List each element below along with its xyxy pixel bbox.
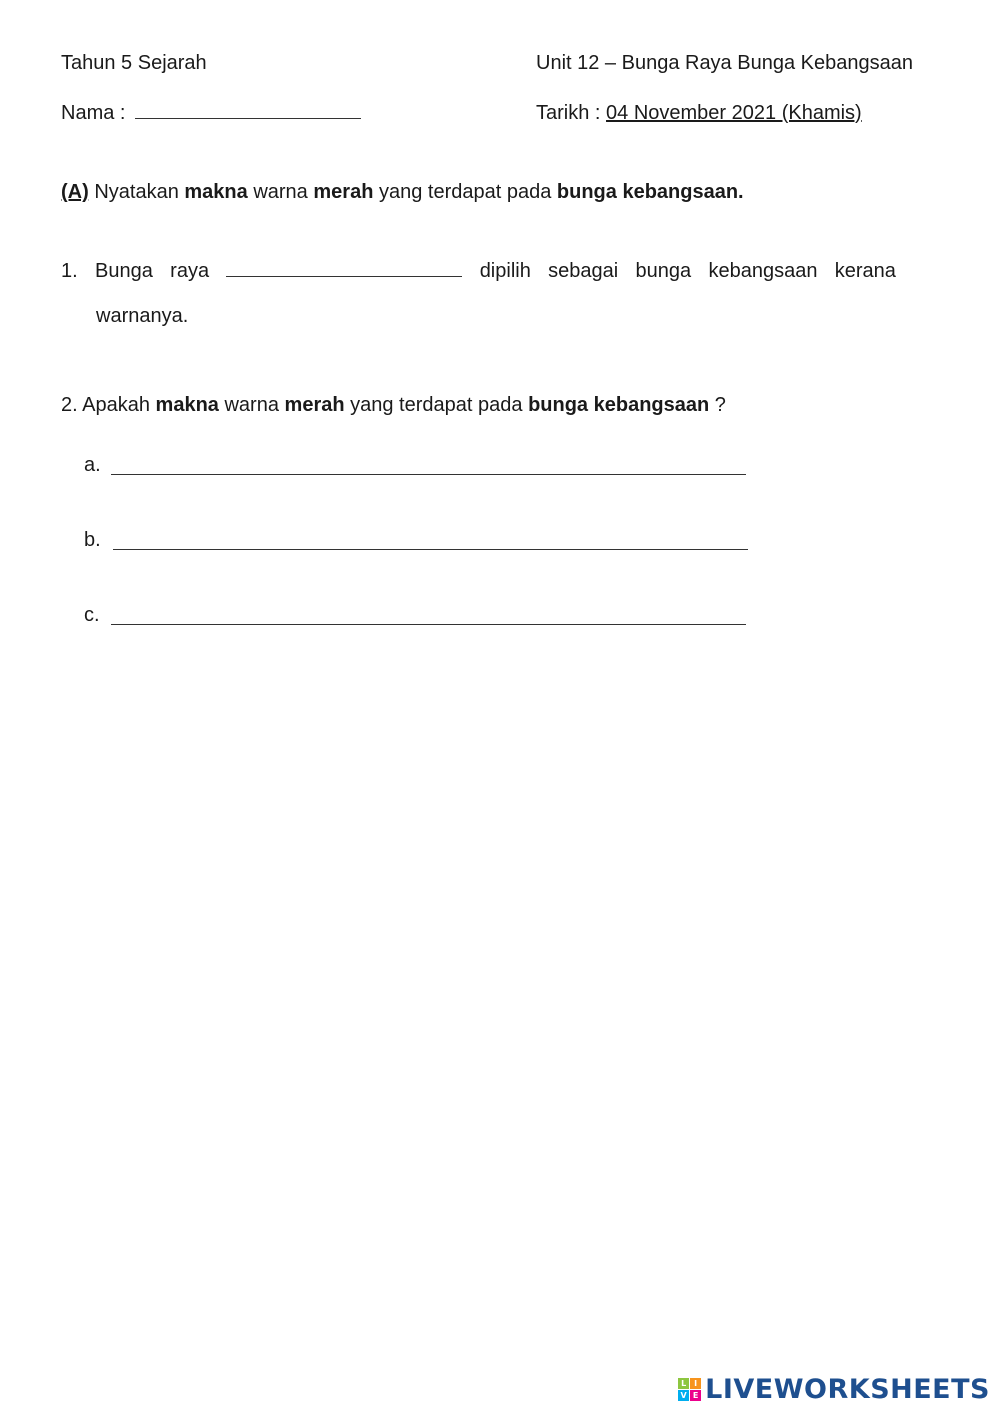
answer-a-line[interactable] — [111, 474, 746, 475]
name-label: Nama : — [61, 102, 126, 124]
question-1-blank[interactable] — [226, 276, 462, 277]
instruction-bold: makna — [184, 181, 248, 203]
instruction-text: yang terdapat pada — [378, 181, 552, 203]
answer-c-line[interactable] — [111, 624, 746, 625]
question-1 — [61, 260, 896, 283]
logo-text: LIVEWORKSHEETS — [705, 1374, 990, 1405]
instruction-bold: bunga kebangsaan. — [556, 181, 744, 203]
question-2 — [61, 394, 726, 417]
question-1-word: raya — [170, 260, 210, 282]
question-1-continuation: warnanya. — [96, 305, 189, 327]
date-row — [536, 102, 862, 125]
question-2-bold: makna — [155, 394, 219, 416]
subject-label: Tahun 5 Sejarah — [61, 52, 207, 74]
question-1-number: 1. — [61, 260, 78, 282]
answer-b-line[interactable] — [113, 549, 748, 550]
question-2-text: yang terdapat pada — [350, 394, 523, 416]
logo-cell: E — [690, 1390, 701, 1401]
logo-cell: L — [678, 1378, 689, 1389]
question-1-word: sebagai — [548, 260, 619, 282]
question-1-word: dipilih — [479, 260, 531, 282]
question-2-text: ? — [714, 394, 726, 416]
answer-c-letter: c. — [84, 604, 100, 626]
section-a-label: (A) — [61, 181, 89, 203]
name-input-line[interactable] — [135, 118, 361, 119]
date-label: Tarikh : — [536, 102, 601, 124]
section-a-instruction — [61, 181, 744, 204]
question-1-word: Bunga — [95, 260, 153, 282]
logo-icon — [678, 1378, 701, 1401]
question-1-word: kebangsaan — [708, 260, 818, 282]
question-2-bold: merah — [284, 394, 345, 416]
answer-a-letter: a. — [84, 454, 101, 476]
question-2-number: 2. — [61, 394, 78, 416]
unit-title: Unit 12 – Bunga Raya Bunga Kebangsaan — [536, 52, 913, 74]
question-1-word: bunga — [635, 260, 692, 282]
date-value: 04 November 2021 (Khamis) — [606, 102, 862, 124]
instruction-bold: merah — [313, 181, 374, 203]
question-2-bold: bunga kebangsaan — [528, 394, 710, 416]
instruction-text: Nyatakan — [94, 181, 179, 203]
question-1-word: kerana — [834, 260, 896, 282]
question-2-text: warna — [224, 394, 279, 416]
liveworksheets-logo — [678, 1374, 990, 1405]
name-row — [61, 102, 361, 125]
question-2-text: Apakah — [82, 394, 150, 416]
logo-cell: V — [678, 1390, 689, 1401]
answer-b-letter: b. — [84, 529, 101, 551]
logo-cell: I — [690, 1378, 701, 1389]
instruction-text: warna — [253, 181, 308, 203]
